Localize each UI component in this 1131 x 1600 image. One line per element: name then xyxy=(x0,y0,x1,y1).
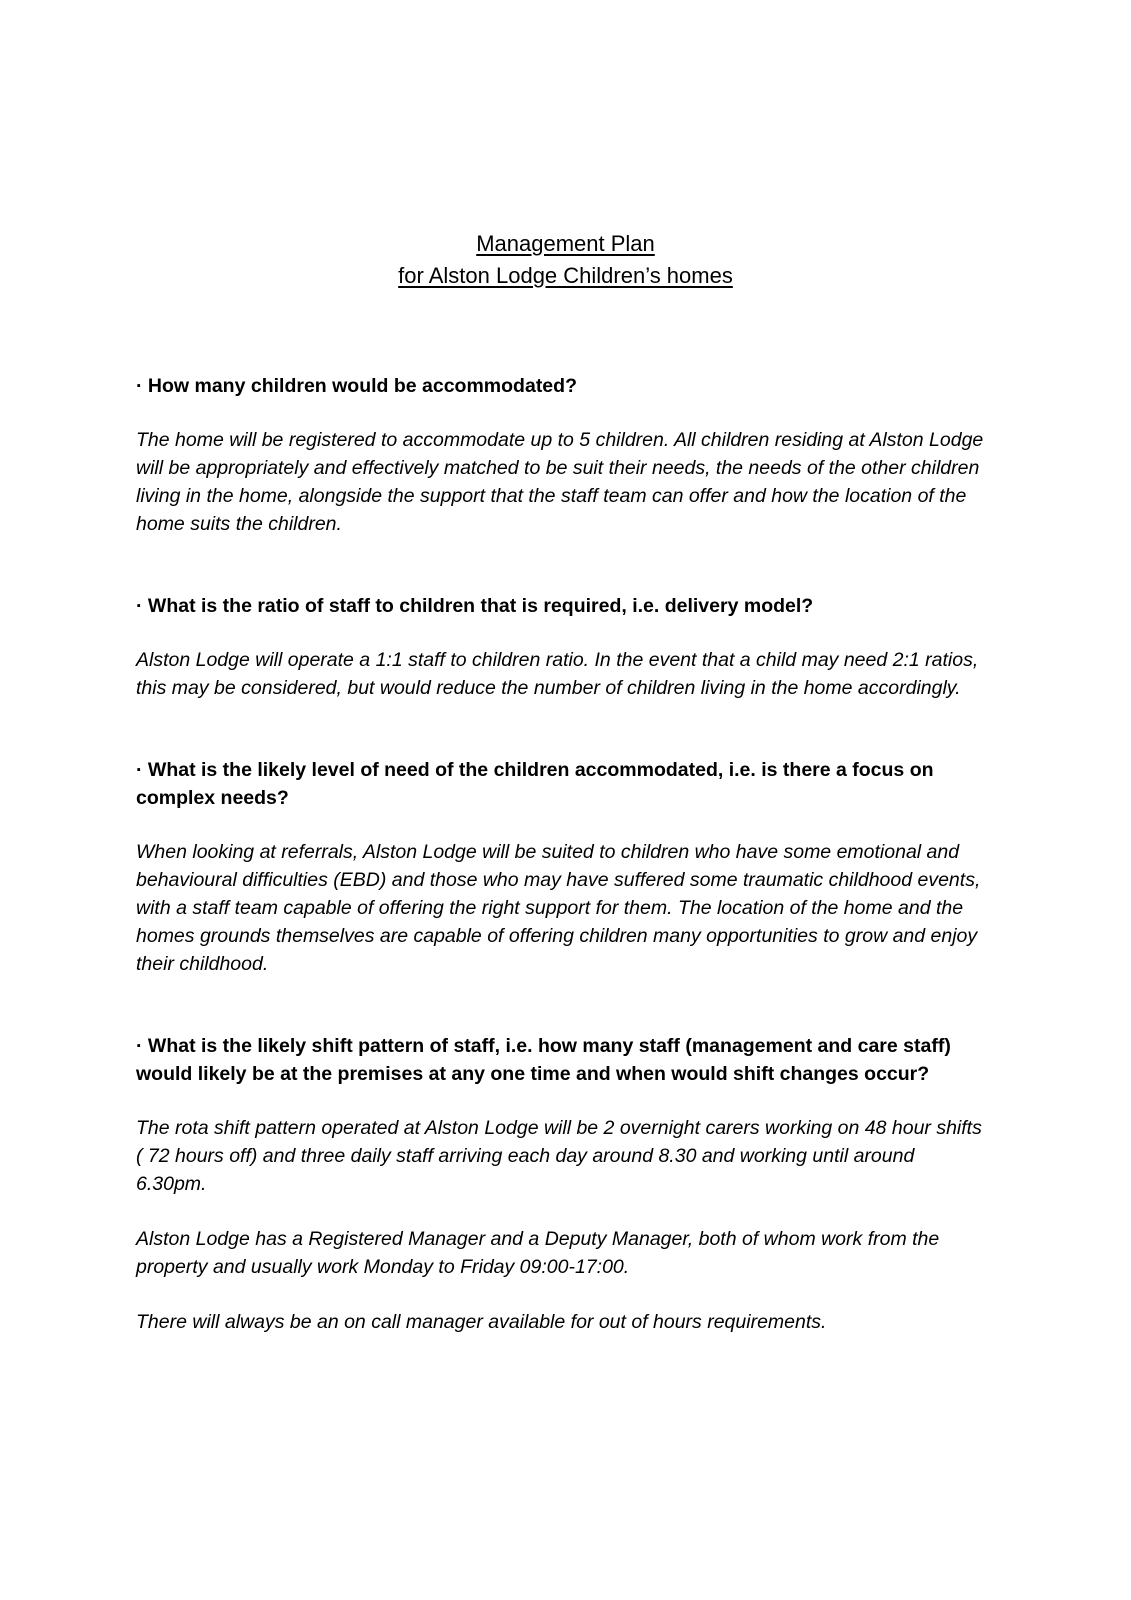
answer-level-of-need: When looking at referrals, Alston Lodge will be suited to children who have some emotional and behavioural difficulties (EBD) and those who may have suffered some traumatic childhood events, with a staff team capable of offering the right support for them. The location of the home and the homes grounds themselves are capable of offering children many opportunities to grow and enjoy their childhood. xyxy=(136,841,981,975)
title-line-1 xyxy=(0,228,1131,260)
answer-shift-rota: The rota shift pattern operated at Alston Lodge will be 2 overnight carers working on 48 hour shifts ( 72 hours off) and three daily staff arriving each day around 8.30 and working until around 6.30pm. xyxy=(136,1117,982,1195)
answer-shift-on-call: There will always be an on call manager available for out of hours requirements. xyxy=(136,1311,827,1333)
title-sub: for Alston Lodge Children’s homes xyxy=(398,263,733,288)
title-line-2 xyxy=(0,260,1131,292)
question-shift-pattern: · What is the likely shift pattern of staff, i.e. how many staff (management and care staff) would likely be at the premises at any one time and when would shift changes occur? xyxy=(136,1035,951,1085)
question-level-of-need: · What is the likely level of need of the children accommodated, i.e. is there a focus on complex needs? xyxy=(136,759,934,809)
document-title xyxy=(0,228,1131,292)
answer-staff-ratio: Alston Lodge will operate a 1:1 staff to children ratio. In the event that a child may need 2:1 ratios, this may be considered, but would reduce the number of children living in the home accordingly. xyxy=(136,649,979,699)
answer-children-count: The home will be registered to accommodate up to 5 children. All children residing at Alston Lodge will be appropriately and effectively matched to be suit their needs, the needs of the other children living in the home, alongside the support that the staff team can offer and how the location of the home suits the children. xyxy=(136,429,984,535)
question-staff-ratio: · What is the ratio of staff to children that is required, i.e. delivery model? xyxy=(136,595,814,617)
answer-shift-managers: Alston Lodge has a Registered Manager and a Deputy Manager, both of whom work from the property and usually work Monday to Friday 09:00-17:00. xyxy=(136,1228,940,1278)
title-main: Management Plan xyxy=(476,231,655,256)
document-body xyxy=(136,372,986,1336)
question-children-count: · How many children would be accommodated? xyxy=(136,375,577,397)
